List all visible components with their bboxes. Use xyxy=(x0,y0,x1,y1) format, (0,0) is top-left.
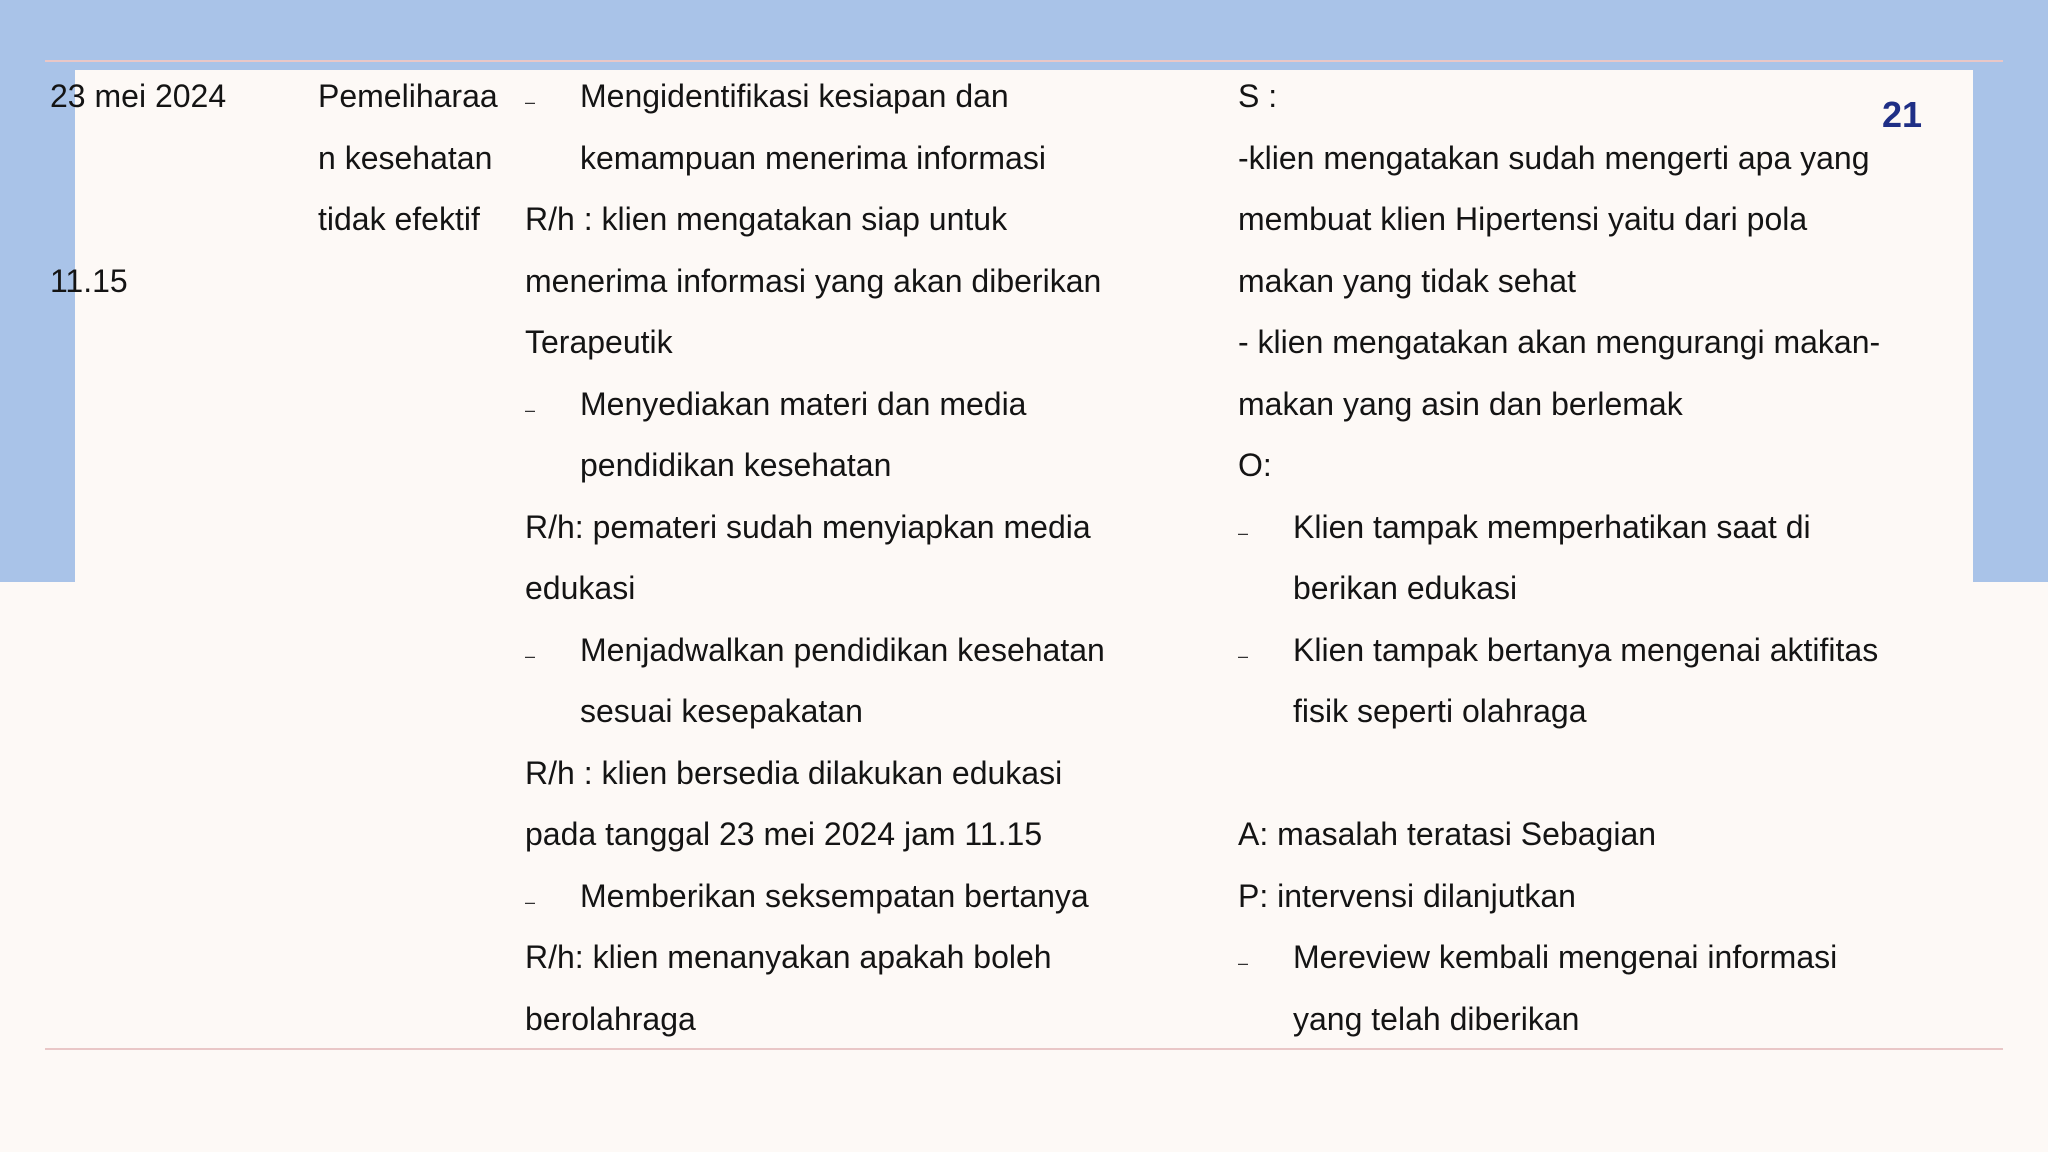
page-number: 21 xyxy=(1881,94,1923,135)
evaluation-text: -klien mengatakan sudah mengerti apa yang xyxy=(1238,139,1870,176)
implementation-line xyxy=(525,866,1215,928)
implementation-text: kemampuan menerima informasi xyxy=(580,139,1046,176)
implementation-line xyxy=(525,374,1215,436)
evaluation-text: Mereview kembali mengenai informasi xyxy=(1293,939,1838,975)
evaluation-line xyxy=(1238,66,1998,128)
evaluation-line xyxy=(1238,312,1998,374)
implementation-line xyxy=(525,435,1215,497)
evaluation-line xyxy=(1238,435,1998,497)
implementation-text: Mengidentifikasi kesiapan dan xyxy=(580,78,1009,114)
bullet-dash-icon: – xyxy=(1238,522,1249,543)
evaluation-line xyxy=(1238,927,1998,989)
implementation-text: Menjadwalkan pendidikan kesehatan xyxy=(580,631,1105,668)
implementation-line xyxy=(525,189,1215,251)
implementation-text: sesuai kesepakatan xyxy=(580,693,863,729)
diagnosis-line: tidak efektif xyxy=(318,201,480,237)
evaluation-text: yang telah diberikan xyxy=(1293,1000,1580,1037)
bullet-dash-icon: – xyxy=(525,645,536,666)
evaluation-line xyxy=(1238,989,1998,1051)
implementation-line xyxy=(525,681,1215,743)
evaluation-cell xyxy=(1238,66,1998,1050)
bullet-dash-icon: – xyxy=(525,92,536,112)
implementation-line xyxy=(525,804,1215,866)
implementation-line xyxy=(525,251,1215,313)
evaluation-line xyxy=(1238,866,1998,928)
bullet-dash-icon: – xyxy=(525,399,536,420)
diagnosis-line: Pemeliharaa xyxy=(318,78,498,114)
implementation-line xyxy=(525,989,1215,1051)
implementation-text: edukasi xyxy=(525,570,636,606)
evaluation-line xyxy=(1238,251,1998,313)
bullet-dash-icon: – xyxy=(1238,953,1249,973)
diagnosis-cell xyxy=(318,66,518,251)
bullet-dash-icon: – xyxy=(1238,645,1249,666)
implementation-text: pada tanggal 23 mei 2024 jam 11.15 xyxy=(525,816,1043,852)
bullet-dash-icon: – xyxy=(525,891,536,912)
implementation-text: Menyediakan materi dan media xyxy=(580,385,1027,422)
evaluation-line xyxy=(1238,374,1998,436)
evaluation-line xyxy=(1238,189,1998,251)
time-text: 11.15 xyxy=(50,262,128,299)
evaluation-text: S : xyxy=(1238,78,1278,114)
evaluation-line xyxy=(1238,743,1998,805)
evaluation-text: makan yang tidak sehat xyxy=(1238,262,1576,299)
evaluation-text: O: xyxy=(1238,447,1272,483)
evaluation-text: A: masalah teratasi Sebagian xyxy=(1238,816,1657,852)
evaluation-text: - klien mengatakan akan mengurangi makan- xyxy=(1238,324,1881,360)
evaluation-text: membuat klien Hipertensi yaitu dari pola xyxy=(1238,201,1808,237)
evaluation-line xyxy=(1238,804,1998,866)
implementation-text: R/h: klien menanyakan apakah boleh xyxy=(525,939,1052,975)
date-text: 23 mei 2024 xyxy=(50,78,227,114)
implementation-line xyxy=(525,558,1215,620)
implementation-line xyxy=(525,620,1215,682)
implementation-text: R/h : klien mengatakan siap untuk xyxy=(525,201,1008,237)
implementation-text: berolahraga xyxy=(525,1000,696,1037)
implementation-text: pendidikan kesehatan xyxy=(580,447,892,483)
evaluation-text: Klien tampak memperhatikan saat di xyxy=(1293,508,1811,545)
implementation-line xyxy=(525,66,1215,128)
implementation-text: Memberikan seksempatan bertanya xyxy=(580,877,1089,914)
evaluation-line xyxy=(1238,497,1998,559)
date-time-cell xyxy=(50,66,300,312)
evaluation-text: makan yang asin dan berlemak xyxy=(1238,385,1683,422)
implementation-line xyxy=(525,497,1215,559)
implementation-line xyxy=(525,743,1215,805)
implementation-line xyxy=(525,927,1215,989)
diagnosis-line: n kesehatan xyxy=(318,139,493,176)
implementation-text: Terapeutik xyxy=(525,324,673,360)
table-top-rule xyxy=(45,60,2003,62)
implementation-text: menerima informasi yang akan diberikan xyxy=(525,262,1102,299)
evaluation-line xyxy=(1238,681,1998,743)
implementation-line xyxy=(525,312,1215,374)
implementation-line xyxy=(525,128,1215,190)
implementation-text: R/h : klien bersedia dilakukan edukasi xyxy=(525,754,1063,791)
evaluation-text: berikan edukasi xyxy=(1293,570,1518,606)
evaluation-text: Klien tampak bertanya mengenai aktifitas xyxy=(1293,631,1879,668)
evaluation-line xyxy=(1238,620,1998,682)
implementation-cell xyxy=(525,66,1215,1050)
implementation-text: R/h: pemateri sudah menyiapkan media xyxy=(525,508,1091,545)
evaluation-line xyxy=(1238,558,1998,620)
evaluation-text: fisik seperti olahraga xyxy=(1293,693,1587,729)
evaluation-line xyxy=(1238,128,1998,190)
evaluation-text: P: intervensi dilanjutkan xyxy=(1238,877,1576,914)
